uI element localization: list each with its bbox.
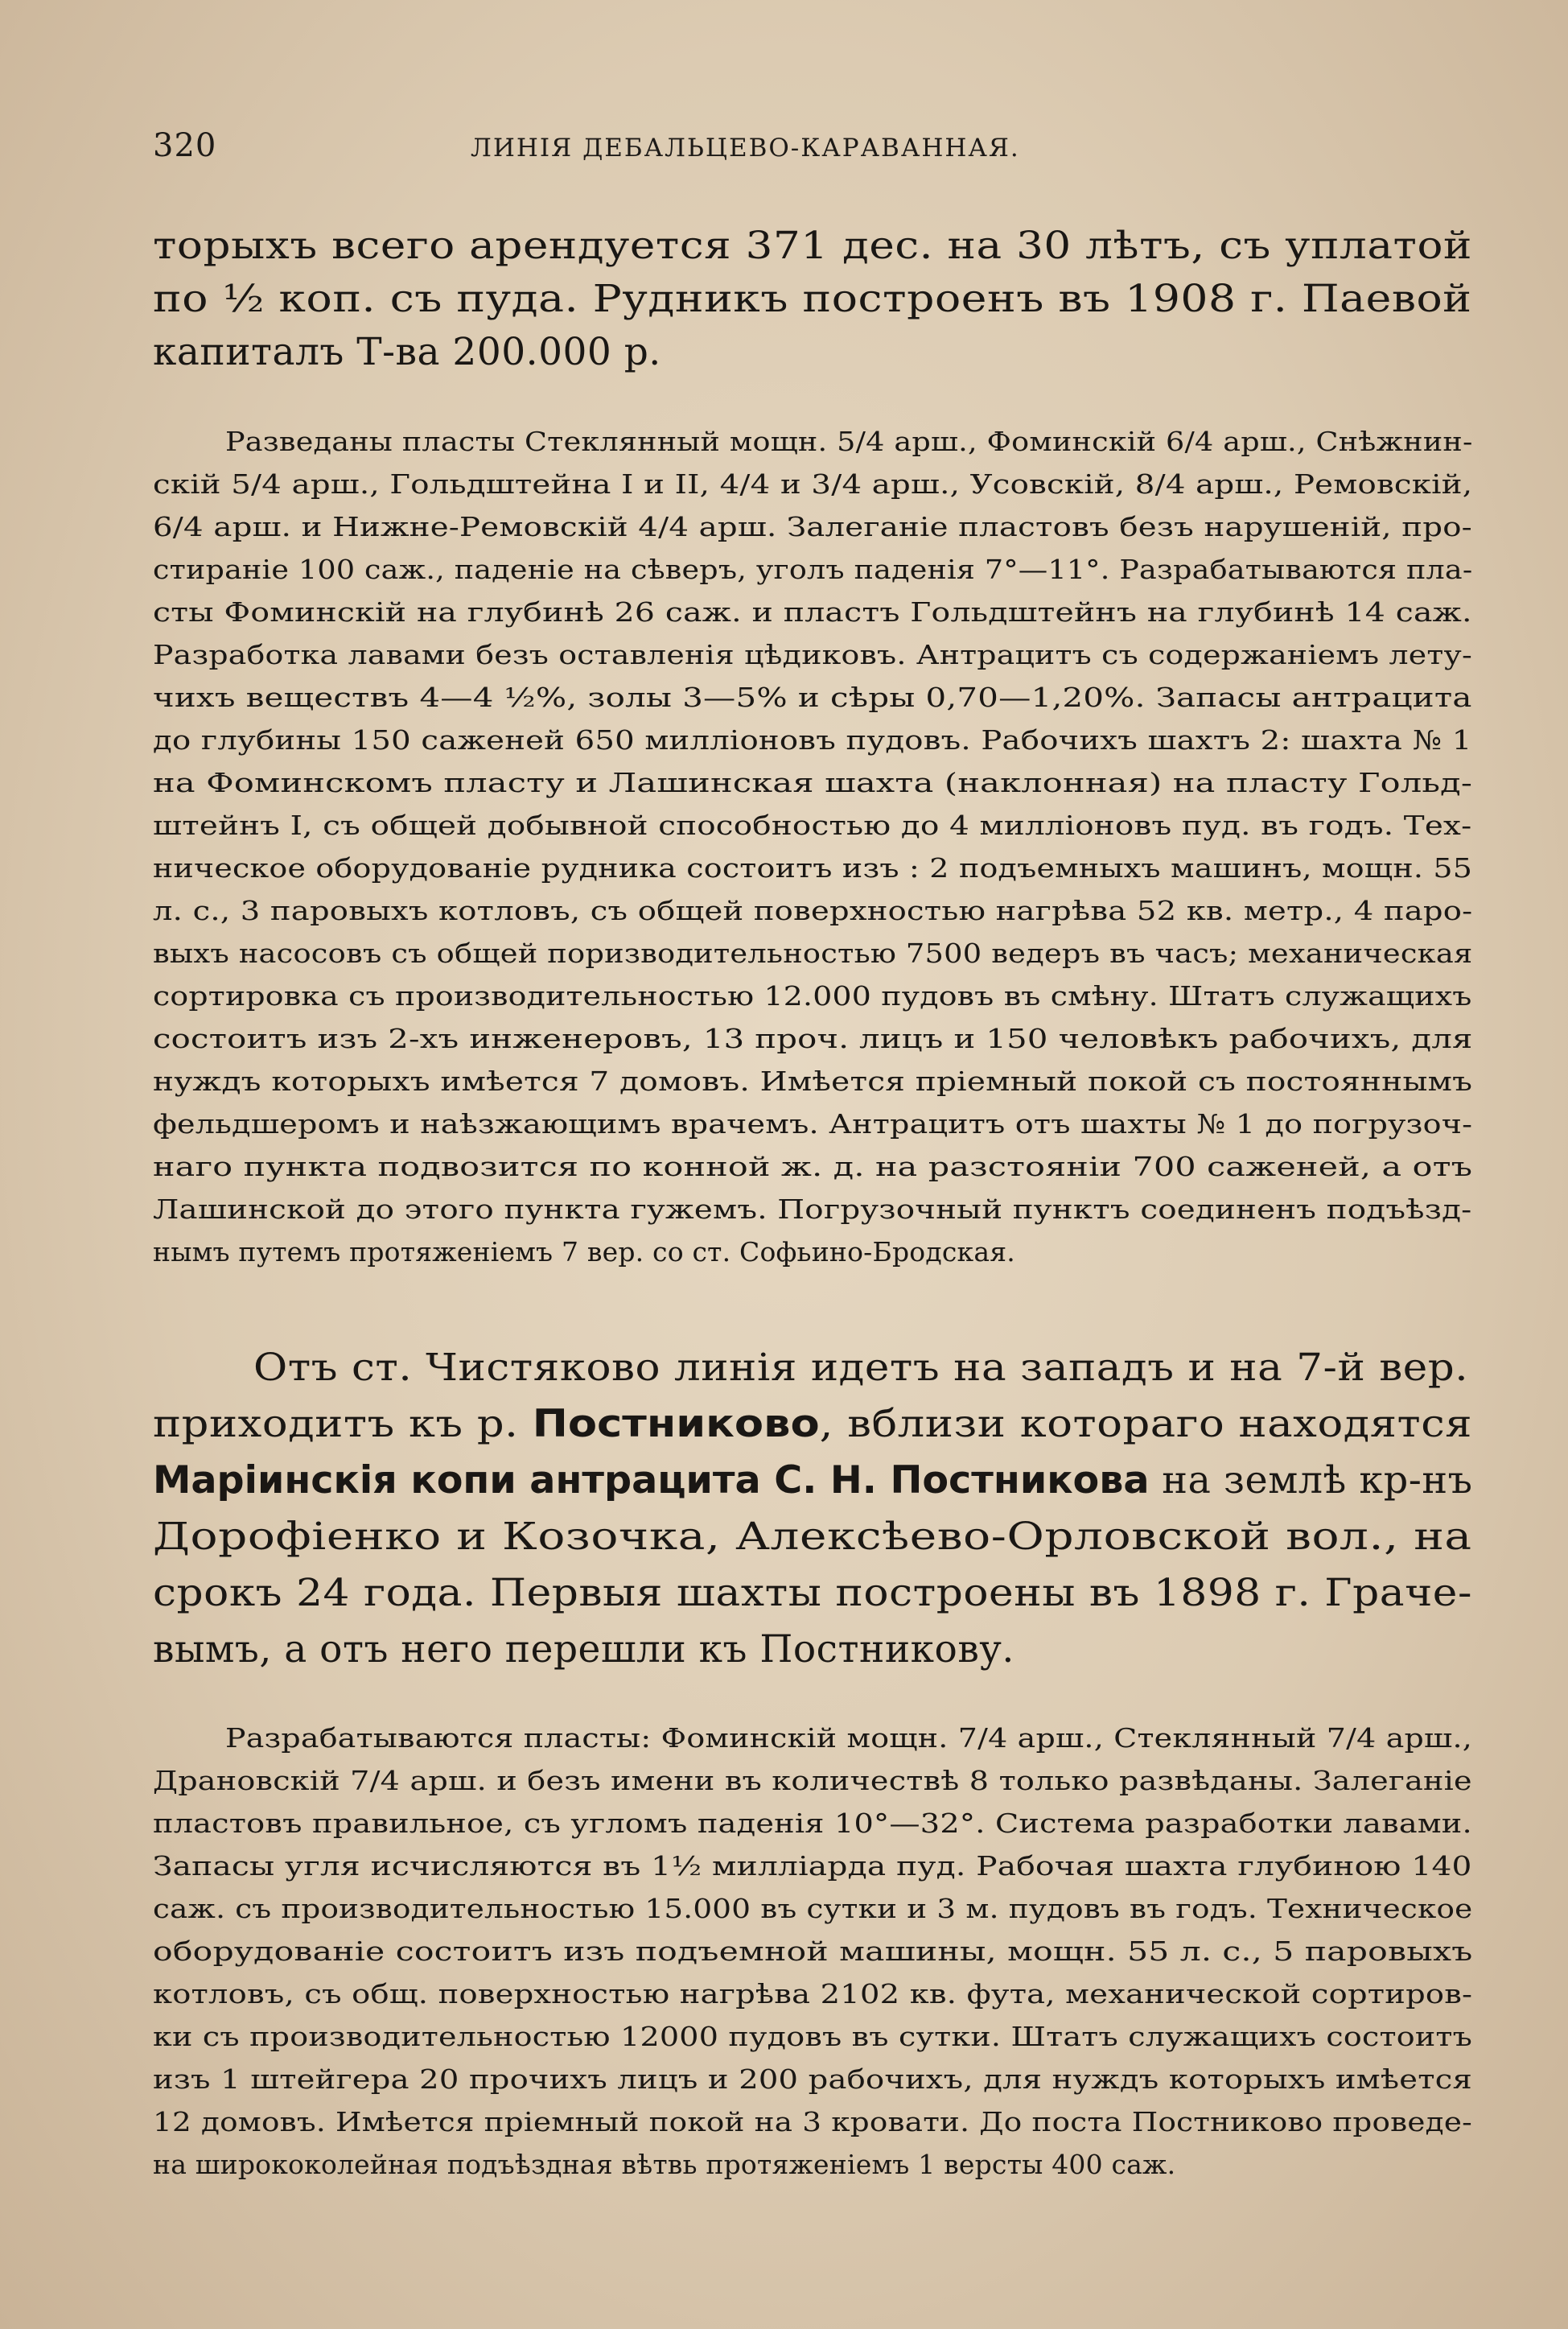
- text-line: [153, 1458, 1472, 1503]
- text-line: наго пункта подвозится по конной ж. д. на разстояніи 700 саженей, а отъ: [153, 1151, 1473, 1182]
- text-line: Драновскій 7/4 арш. и безъ имени въ количествѣ 8 только развѣданы. Залеганіе: [153, 1765, 1472, 1796]
- text-line: 12 домовъ. Имѣется пріемный покой на 3 кровати. До поста Постниково проведе-: [153, 2106, 1472, 2137]
- text-line: до глубины 150 саженей 650 милліоновъ пудовъ. Рабочихъ шахтъ 2: шахта № 1: [153, 724, 1472, 756]
- text-line: [153, 1402, 1472, 1446]
- text-line: л. с., 3 паровыхъ котловъ, съ общей поверхностью нагрѣва 52 кв. метр., 4 паро-: [153, 895, 1473, 926]
- text-line: сортировка съ производительностью 12.000 пудовъ въ смѣну. Штатъ служащихъ: [153, 980, 1472, 1012]
- text-line: Разработка лавами безъ оставленія цѣдиковъ. Антрацитъ съ содержаніемъ лету-: [153, 639, 1473, 670]
- text-line: Отъ ст. Чистяково линія идетъ на западъ и на 7-й вер.: [253, 1346, 1469, 1390]
- text-line: котловъ, съ общ. поверхностью нагрѣва 2102 кв. фута, механической сортиров-: [153, 1978, 1473, 2010]
- text-line: 6/4 арш. и Нижне-Ремовскій 4/4 арш. Залеганіе пластовъ безъ нарушеній, про-: [153, 511, 1472, 542]
- text-line: на ширококолейная подъѣздная вѣтвь протяженіемъ 1 версты 400 саж.: [153, 2149, 1176, 2180]
- text-line: на Фоминскомъ пласту и Лашинская шахта (наклонная) на пласту Гольд-: [153, 767, 1473, 798]
- text-line: стираніе 100 саж., паденіе на сѣверъ, уголъ паденія 7°—11°. Разрабатываются пла-: [153, 554, 1473, 585]
- text-line: по ½ коп. съ пуда. Рудникъ построенъ въ 1908 г. Паевой: [153, 277, 1472, 321]
- text-line: Запасы угля исчисляются въ 1½ милліарда пуд. Рабочая шахта глубиною 140: [153, 1850, 1472, 1882]
- text-line: саж. съ производительностью 15.000 въ сутки и 3 м. пудовъ въ годъ. Техническое: [153, 1893, 1473, 1924]
- text-line: выхъ насосовъ съ общей поризводительностью 7500 ведеръ въ часъ; механическая: [153, 938, 1473, 969]
- text-run: приходитъ къ р.: [153, 1402, 533, 1446]
- text-line: ническое оборудованіе рудника состоитъ изъ : 2 подъемныхъ машинъ, мощн. 55: [153, 852, 1473, 884]
- text-line: пластовъ правильное, съ угломъ паденія 10°—32°. Система разработки лавами.: [153, 1808, 1472, 1839]
- text-line: нуждъ которыхъ имѣется 7 домовъ. Имѣется пріемный покой съ постояннымъ: [153, 1066, 1473, 1097]
- text-line: Лашинской до этого пункта гужемъ. Погрузочный пунктъ соединенъ подъѣзд-: [153, 1193, 1472, 1225]
- text-line: фельдшеромъ и наѣзжающимъ врачемъ. Антрацитъ отъ шахты № 1 до погрузоч-: [153, 1108, 1473, 1140]
- text-line: чихъ веществъ 4—4 ½%, золы 3—5% и сѣры 0,70—1,20%. Запасы антрацита: [153, 682, 1472, 713]
- text-line: сты Фоминскій на глубинѣ 26 саж. и пластъ Гольдштейнъ на глубинѣ 14 саж.: [153, 596, 1472, 628]
- text-run: , вблизи котораго находятся: [819, 1402, 1473, 1446]
- text-line: торыхъ всего арендуется 371 дес. на 30 лѣтъ, съ уплатой: [153, 224, 1472, 268]
- text-line: штейнъ I, съ общей добывной способностью до 4 милліоновъ пуд. въ годъ. Тех-: [153, 810, 1472, 841]
- text-line: скій 5/4 арш., Гольдштейна I и II, 4/4 и 3/4 арш., Усовскій, 8/4 арш., Ремовскій,: [153, 468, 1473, 500]
- text-line: изъ 1 штейгера 20 прочихъ лицъ и 200 рабочихъ, для нуждъ которыхъ имѣется: [153, 2063, 1472, 2095]
- station-name: Постниково: [532, 1402, 820, 1446]
- running-head: ЛИНІЯ ДЕБАЛЬЦЕВО-КАРАВАННАЯ.: [471, 134, 1020, 163]
- text-line: вымъ, а отъ него перешли къ Постникову.: [153, 1627, 1014, 1672]
- text-line: капиталъ Т-ва 200.000 р.: [153, 330, 661, 374]
- text-line: ки съ производительностью 12000 пудовъ въ сутки. Штатъ служащихъ состоитъ: [153, 2021, 1473, 2052]
- mine-name: Маріинскія копи антрацита С. Н. Постникова: [153, 1458, 1150, 1503]
- text-line: нымъ путемъ протяженіемъ 7 вер. со ст. Софьино-Бродская.: [153, 1236, 1015, 1268]
- text-line: состоитъ изъ 2-хъ инженеровъ, 13 проч. лицъ и 150 человѣкъ рабочихъ, для: [153, 1023, 1473, 1054]
- page-header: [153, 127, 1472, 175]
- text-line: срокъ 24 года. Первыя шахты построены въ 1898 г. Граче-: [153, 1571, 1472, 1615]
- text-line: Разрабатываются пласты: Фоминскій мощн. 7/4 арш., Стеклянный 7/4 арш.,: [225, 1722, 1473, 1754]
- text-run: на землѣ кр-нъ: [1149, 1458, 1473, 1503]
- text-line: оборудованіе состоитъ изъ подъемной машины, мощн. 55 л. с., 5 паровыхъ: [153, 1935, 1473, 1967]
- text-line: Дорофіенко и Козочка, Алексѣево-Орловской вол., на: [153, 1515, 1472, 1559]
- text-line: Разведаны пласты Стеклянный мощн. 5/4 арш., Фоминскій 6/4 арш., Снѣжнин-: [225, 426, 1473, 457]
- page-number: 320: [153, 127, 217, 164]
